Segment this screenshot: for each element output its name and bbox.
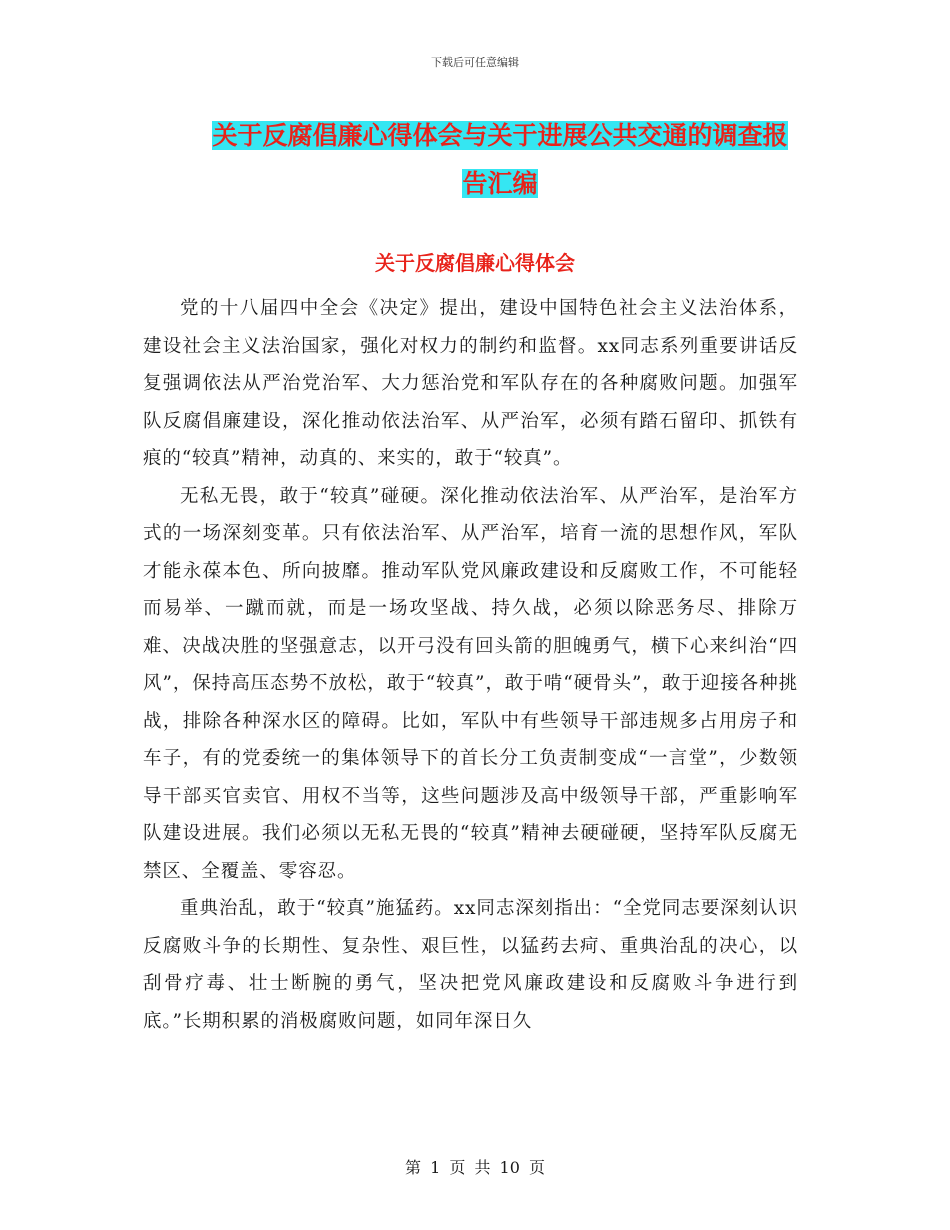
- document-title-line1: 关于反腐倡廉心得体会与关于进展公共交通的调查报: [212, 121, 788, 150]
- page-header-note: 下载后可任意编辑: [431, 56, 519, 69]
- page-number-footer: 第 1 页 共 10 页: [405, 1158, 545, 1177]
- body-text: [143, 290, 798, 1040]
- document-title: [120, 112, 880, 208]
- document-title-line2: 告汇编: [462, 169, 538, 198]
- paragraph-3: 重典治乱，敢于“较真”施猛药。xx同志深刻指出：“全党同志要深刻认识反腐败斗争的长期性、复杂性、艰巨性，以猛药去疴、重典治乱的决心，以刮骨疗毒、壮士断腕的勇气，坚决把党风廉政建设和反腐败斗争进行到底。”长期积累的消极腐败问题，如同年深日久: [143, 898, 798, 1032]
- paragraph-2: 无私无畏，敢于“较真”碰硬。深化推动依法治军、从严治军，是治军方式的一场深刻变革。只有依法治军、从严治军，培育一流的思想作风，军队才能永葆本色、所向披靡。推动军队党风廉政建设和反腐败工作，不可能轻而易举、一蹴而就，而是一场攻坚战、持久战，必须以除恶务尽、排除万难、决战决胜的坚强意志，以开弓没有回头箭的胆魄勇气，横下心来纠治“四风”，保持高压态势不放松，敢于“较真”，敢于啃“硬骨头”，敢于迎接各种挑战，排除各种深水区的障碍。比如，军队中有些领导干部违规多占用房子和车子，有的党委统一的集体领导下的首长分工负责制变成“一言堂”，少数领导干部买官卖官、用权不当等，这些问题涉及高中级领导干部，严重影响军队建设进展。我们必须以无私无畏的“较真”精神去硬碰硬，坚持军队反腐无禁区、全覆盖、零容忍。: [143, 485, 798, 882]
- section-title: 关于反腐倡廉心得体会: [375, 251, 575, 275]
- paragraph-1: 党的十八届四中全会《决定》提出，建设中国特色社会主义法治体系，建设社会主义法治国家，强化对权力的制约和监督。xx同志系列重要讲话反复强调依法从严治党治军、大力惩治党和军队存在的各种腐败问题。加强军队反腐倡廉建设，深化推动依法治军、从严治军，必须有踏石留印、抓铁有痕的“较真”精神，动真的、来实的，敢于“较真”。: [143, 298, 798, 469]
